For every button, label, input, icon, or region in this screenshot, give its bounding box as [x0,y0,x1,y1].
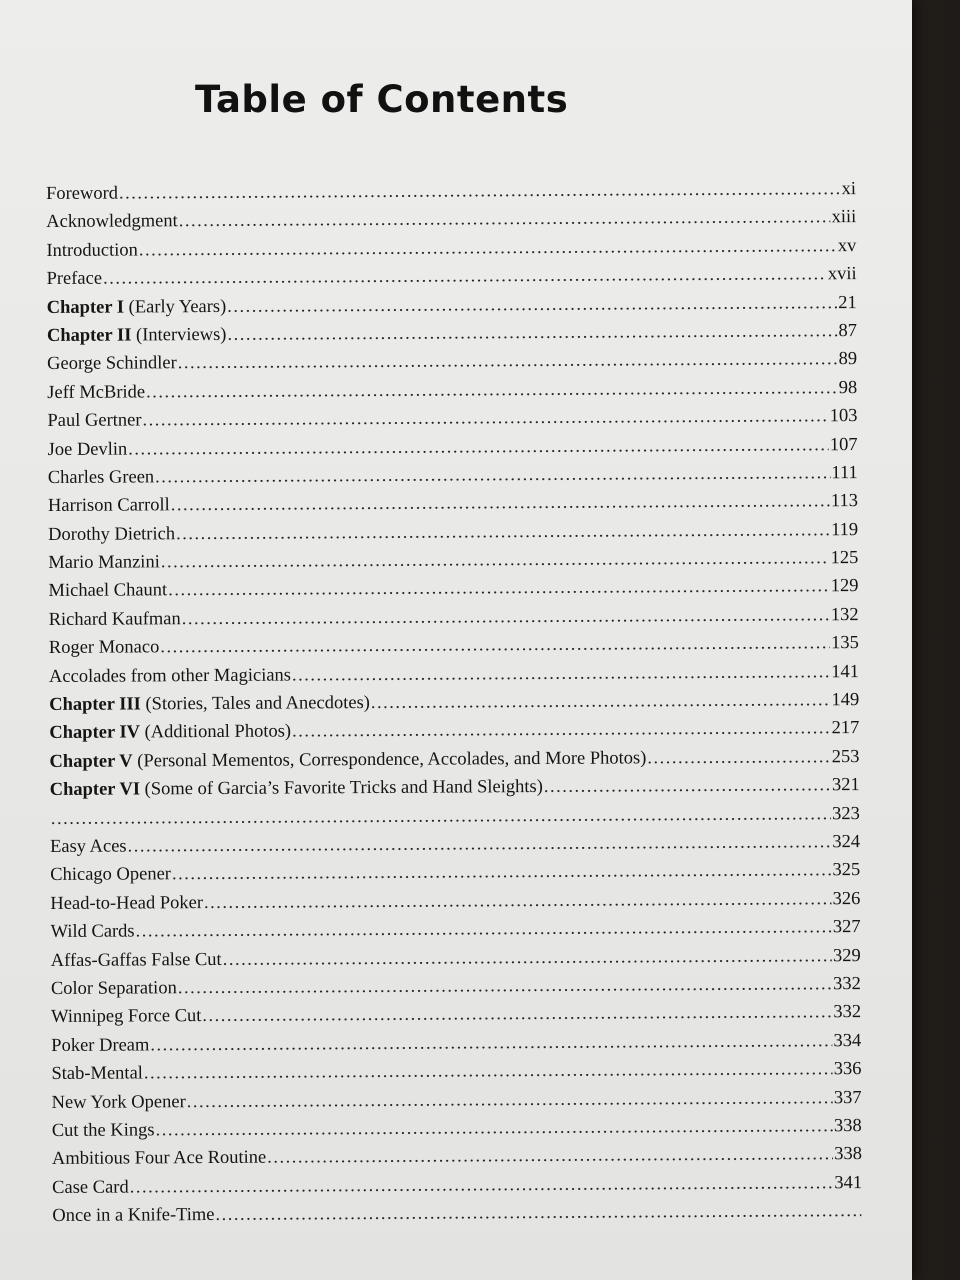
chapter-label: Chapter I [46,297,125,318]
page-number: 329 [832,945,861,966]
page-number: 337 [833,1087,862,1108]
dot-leader [160,633,830,658]
entry-text: Ambitious Four Ace Routine [51,1147,267,1170]
entry-title [50,865,171,887]
dot-leader [204,889,832,914]
entry-title [51,1064,143,1086]
page-number: 113 [830,491,859,512]
entry-text: Wild Cards [50,921,135,943]
dot-leader [182,605,830,630]
entry-text: Harrison Carroll [47,495,170,517]
entry-text: Michael Chaunt [48,580,168,602]
chapter-label: Chapter III [49,694,141,716]
entry-text: Stab-Mental [51,1063,143,1085]
entry-text: (Early Years) [123,296,227,318]
entry-title [50,837,127,858]
entry-title [48,496,170,518]
dot-leader [146,378,838,403]
entry-title [46,212,178,234]
page-number: 98 [838,377,858,398]
entry-text: Winnipeg Force Cut [51,1006,202,1028]
page-number: 321 [831,775,860,796]
dot-leader [128,435,829,460]
entry-title [50,777,543,801]
page-number: 135 [831,633,859,654]
dot-leader [119,179,841,204]
entry-title [49,693,370,716]
entry-title [49,609,181,631]
entry-text: Preface [46,268,103,290]
dot-leader [176,520,830,545]
dot-leader [161,548,830,573]
page-number: 129 [830,576,859,597]
dot-leader [136,917,832,942]
dot-leader [178,974,832,999]
page-number: 332 [833,1002,862,1023]
page-number: 341 [834,1172,863,1193]
entry-text: Jeff McBride [47,382,146,403]
page-number: 111 [831,462,858,484]
dot-leader [223,946,832,971]
entry-text: Introduction [46,240,138,261]
entry-text: Acknowledgment [46,211,178,233]
page-number: 338 [833,1115,862,1137]
dot-leader [155,463,830,488]
entry-title [49,638,160,660]
page-number: 338 [834,1144,863,1165]
dot-leader [178,350,838,375]
page-number: 336 [833,1059,862,1080]
dot-leader [150,1031,832,1056]
dot-leader [267,1144,833,1168]
dot-leader [156,1116,834,1141]
page-number: 324 [832,832,861,853]
entry-title [49,722,291,744]
entry-title [48,524,175,546]
page-number: xiii [831,207,857,228]
chapter-label: Chapter IV [49,722,141,744]
dot-leader [51,804,831,830]
entry-title [47,354,177,376]
entry-text: George Schindler [47,353,177,375]
page-number: 327 [832,917,861,938]
dot-leader [171,492,830,517]
page-number: 217 [831,718,860,739]
entry-text: Cut the Kings [51,1120,155,1141]
dot-leader [215,1201,861,1226]
entry-title [48,581,167,603]
dot-leader [292,662,830,686]
entry-title [47,382,145,404]
entry-title [47,325,227,347]
page-number: 119 [830,519,859,540]
dot-leader [128,832,832,857]
dot-leader [103,264,827,289]
entry-text: Accolades from other Magicians [48,665,292,687]
entry-title [48,439,128,460]
entry-text: Paul Gertner [47,410,142,432]
page-number: 141 [831,661,860,682]
entry-text: Richard Kaufman [48,609,181,630]
entry-title [51,978,177,1000]
dot-leader [227,293,837,318]
entry-title [52,1120,155,1142]
page-number: 326 [832,888,861,909]
entry-title [47,411,141,433]
entry-text: Roger Monaco [48,637,160,659]
page-title: Table of Contents [195,78,569,121]
entry-text: Poker Dream [51,1035,150,1056]
dot-leader [544,775,831,798]
entry-text: Case Card [52,1177,129,1198]
entry-text: Joe Devlin [47,439,128,460]
entry-text: Dorothy Dietrich [48,523,176,545]
entry-title [52,1205,214,1227]
dot-leader [202,1003,832,1028]
dot-leader [292,719,831,743]
page-number: 107 [829,434,858,455]
entry-text: Chicago Opener [50,864,172,886]
dot-leader [139,236,837,261]
entry-text: Color Separation [50,978,177,999]
page-number: 325 [832,860,861,881]
entry-text: Easy Aces [49,836,127,857]
page-number: 332 [833,973,861,995]
entry-title [47,269,103,290]
page-number: 103 [829,406,858,427]
entry-title [51,1006,201,1028]
entry-title [49,748,646,773]
entry-title [51,1035,149,1057]
entry-title [52,1177,129,1198]
entry-title [49,665,291,687]
entry-text: Head-to-Head Poker [50,892,204,914]
dot-leader [168,577,830,602]
page-number: 323 [832,803,860,824]
entry-title [52,1092,186,1114]
chapter-label: Chapter II [46,325,132,346]
entry-title [51,949,222,971]
entry-title [47,296,227,318]
toc-list [46,179,862,1234]
entry-text: (Interviews) [131,324,227,346]
page-number: 87 [838,321,857,342]
page-number: xvii [827,264,857,285]
page-number: 132 [830,604,859,626]
entry-text: New York Opener [51,1091,186,1113]
page-number: 149 [831,690,860,711]
entry-text: (Additional Photos) [139,721,292,743]
entry-title [48,552,160,574]
dot-leader [227,321,837,346]
entry-title [51,922,135,944]
entry-text: (Stories, Tales and Anecdotes) [140,693,370,715]
entry-title [46,184,118,205]
chapter-label: Chapter V [49,751,133,772]
dot-leader [371,690,831,714]
entry-title [46,240,138,262]
page-number: 125 [830,548,859,569]
page-number: 89 [838,349,858,370]
entry-title [50,893,203,915]
chapter-label: Chapter VI [49,779,141,801]
entry-text: Affas-Gaffas False Cut [50,949,222,971]
dot-leader [172,861,832,886]
entry-text: Charles Green [47,467,155,488]
dot-leader [179,208,831,233]
entry-text: (Some of Garcia’s Favorite Tricks and Hand Sleights) [139,777,543,800]
page-number: 21 [838,292,857,313]
dot-leader [144,1059,833,1084]
page-number: 253 [831,746,860,768]
page-number: xi [841,179,857,200]
dot-leader [187,1088,833,1113]
page-number: 334 [833,1030,862,1051]
dot-leader [142,406,828,431]
entry-title [48,467,154,489]
entry-text: Once in a Knife-Time [52,1205,215,1227]
dot-leader [130,1173,834,1198]
entry-text: Mario Manzini [48,552,160,574]
dot-leader [647,747,830,769]
entry-text: Foreword [46,183,119,204]
page-number: xv [837,235,857,256]
toc-entry [52,1201,862,1234]
entry-text: (Personal Mementos, Correspondence, Accolades, and More Photos) [132,748,647,772]
entry-title [52,1148,266,1170]
